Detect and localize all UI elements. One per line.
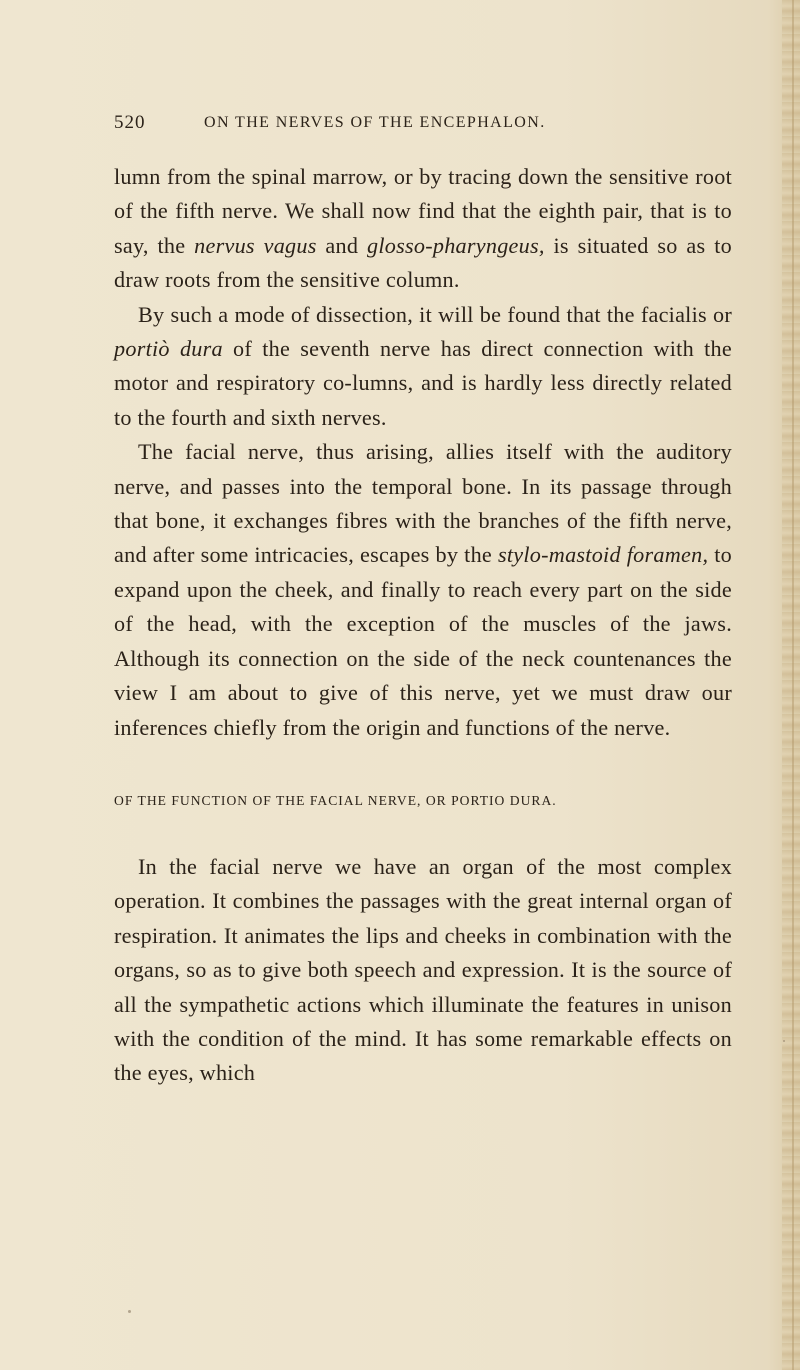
page-number: 520: [114, 112, 146, 133]
running-head-title: ON THE NERVES OF THE ENCEPHALON.: [204, 114, 546, 131]
paragraph-3: [114, 435, 732, 745]
paragraph-1-text-b: and: [316, 232, 367, 258]
paragraph-2-text-b: of the seventh nerve has direct connection with the motor and respiratory co-lumns, and is hardly less directly related to the fourth and sixth nerves.: [114, 336, 732, 430]
paragraph-1-italic-a: nervus vagus: [194, 232, 317, 258]
paper-speck: [128, 1310, 131, 1313]
page-edge-shadow: [782, 0, 800, 1370]
paragraph-3-italic-a: stylo-mastoid foramen,: [498, 542, 709, 568]
paragraph-1-text-c: is situated so as to draw roots from the sensitive column.: [114, 232, 732, 293]
body-text: [114, 160, 732, 1091]
paragraph-1: [114, 160, 732, 298]
section-body: In the facial nerve we have an organ of the most complex operation. It combines the passages with the great internal organ of respiration. It animates the lips and cheeks in combination with the organs, so as to give both speech and expression. It is the source of all the sympathetic actions which illuminate the features in unison with the condition of the mind. It has some remarkable effects on the eyes, which: [114, 853, 732, 1086]
paragraph-2-italic-a: portiò dura: [114, 336, 223, 362]
running-head: [114, 112, 734, 142]
paragraph-3-text-b: to expand upon the cheek, and finally to reach every part on the side of the head, with the exception of the muscles of the jaws. Although its connection on the side of the neck countenances the view I am about to give of this nerve, yet we must draw our inferences chiefly from the origin and functions of the nerve.: [114, 542, 732, 740]
paragraph-1-italic-b: glosso-pharyngeus,: [367, 232, 545, 258]
paragraph-2: [114, 298, 732, 436]
paragraph-1-text-a: lumn from the spinal marrow, or by tracing down the sensitive root of the fifth nerve. We shall now find that the eighth pair, that is to say, the: [114, 164, 732, 258]
section-heading: OF THE FUNCTION OF THE FACIAL NERVE, OR PORTIO DURA.: [114, 792, 557, 808]
paragraph-2-text-a: By such a mode of dissection, it will be found that the facialis or: [138, 301, 732, 327]
paragraph-3-text-a: The facial nerve, thus arising, allies itself with the auditory nerve, and passes into the temporal bone. In its passage through that bone, it exchanges fibres with the branches of the fifth nerve, and after some intricacies, escapes by the: [114, 439, 732, 568]
page-edge-line: [792, 0, 794, 1370]
paper-speck: [783, 1040, 785, 1042]
